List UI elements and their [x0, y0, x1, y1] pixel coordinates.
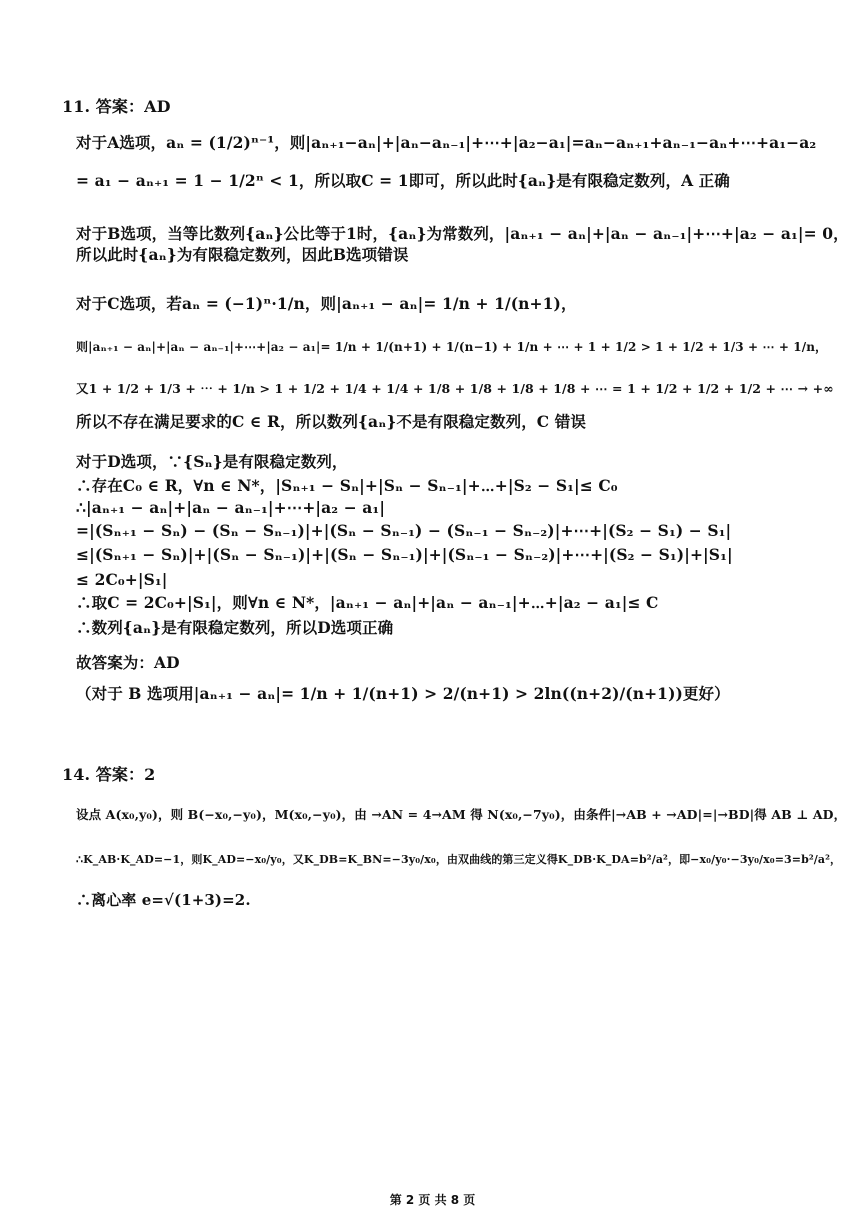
q11-line: ∴数列{aₙ}是有限稳定数列，所以D选项正确	[76, 618, 394, 637]
q11-line: 对于C选项，若aₙ = (−1)ⁿ·1/n，则|aₙ₊₁ − aₙ|= 1/n + 1/(n+1)，	[76, 294, 577, 313]
q11-line: ∴取C = 2C₀+|S₁|，则∀n ∈ N*，|aₙ₊₁ − aₙ|+|aₙ − aₙ₋₁|+⋯+|a₂ − a₁|≤ C	[76, 593, 659, 612]
q14-line: ∴离心率 e=√(1+3)=2.	[76, 891, 251, 909]
q11-line: 又1 + 1/2 + 1/3 + ⋯ + 1/n > 1 + 1/2 + 1/4 + 1/4 + 1/8 + 1/8 + 1/8 + 1/8 + ⋯ = 1 + 1/2 + 1/2 + 1/2 + ⋯ → +∞	[76, 381, 834, 396]
q11-line: 所以此时{aₙ}为有限稳定数列，因此B选项错误	[76, 245, 409, 264]
q11-line: 故答案为：AD	[76, 653, 180, 672]
q11-line: 对于B选项，当等比数列{aₙ}公比等于1时，{aₙ}为常数列，|aₙ₊₁ − aₙ|+|aₙ − aₙ₋₁|+⋯+|a₂ − a₁|= 0，	[76, 224, 849, 243]
q14-line: 设点 A(x₀,y₀)，则 B(−x₀,−y₀)，M(x₀,−y₀)，由 →AN = 4→AM 得 N(x₀,−7y₀)，由条件|→AB + →AD|=|→BD|得 AB ⊥ AD，	[76, 807, 847, 822]
q14-line: ∴K_AB·K_AD=−1，则K_AD=−x₀/y₀，又K_DB=K_BN=−3y₀/x₀，由双曲线的第三定义得K_DB·K_DA=b²/a²，即−x₀/y₀·−3y₀/x₀=3=b²/a²，	[76, 853, 842, 866]
q11-heading: 11. 答案：AD	[62, 97, 171, 116]
q14-heading: 14. 答案：2	[62, 765, 156, 784]
q11-line: 则|aₙ₊₁ − aₙ|+|aₙ − aₙ₋₁|+⋯+|a₂ − a₁|= 1/n + 1/(n+1) + 1/(n−1) + 1/n + ⋯ + 1 + 1/2 > 1 + 1/2 + 1/3 + ⋯ + 1/n，	[76, 340, 828, 354]
page-number-footer: 第 2 页 共 8 页	[389, 1193, 476, 1207]
q11-line: ≤ 2C₀+|S₁|	[76, 570, 168, 589]
q11-line: 对于A选项，aₙ = (1/2)ⁿ⁻¹，则|aₙ₊₁−aₙ|+|aₙ−aₙ₋₁|+⋯+|a₂−a₁|=aₙ−aₙ₊₁+aₙ₋₁−aₙ+⋯+a₁−a₂	[76, 133, 817, 152]
q11-line: = a₁ − aₙ₊₁ = 1 − 1/2ⁿ < 1，所以取C = 1即可，所以此时{aₙ}是有限稳定数列，A 正确	[76, 171, 730, 190]
q11-line: ∴|aₙ₊₁ − aₙ|+|aₙ − aₙ₋₁|+⋯+|a₂ − a₁|	[76, 498, 386, 517]
q11-line: 对于D选项，∵{Sₙ}是有限稳定数列，	[76, 452, 348, 471]
q11-line: 所以不存在满足要求的C ∈ R，所以数列{aₙ}不是有限稳定数列，C 错误	[76, 412, 586, 431]
q11-line: =|(Sₙ₊₁ − Sₙ) − (Sₙ − Sₙ₋₁)|+|(Sₙ − Sₙ₋₁) − (Sₙ₋₁ − Sₙ₋₂)|+⋯+|(S₂ − S₁) − S₁|	[76, 521, 732, 540]
q11-line: ∴存在C₀ ∈ R，∀n ∈ N*，|Sₙ₊₁ − Sₙ|+|Sₙ − Sₙ₋₁|+⋯+|S₂ − S₁|≤ C₀	[76, 476, 618, 495]
q11-line: ≤|(Sₙ₊₁ − Sₙ)|+|(Sₙ − Sₙ₋₁)|+|(Sₙ − Sₙ₋₁)|+|(Sₙ₋₁ − Sₙ₋₂)|+⋯+|(S₂ − S₁)|+|S₁|	[76, 545, 733, 564]
q11-line: （对于 B 选项用|aₙ₊₁ − aₙ|= 1/n + 1/(n+1) > 2/(n+1) > 2ln((n+2)/(n+1))更好）	[76, 684, 730, 703]
